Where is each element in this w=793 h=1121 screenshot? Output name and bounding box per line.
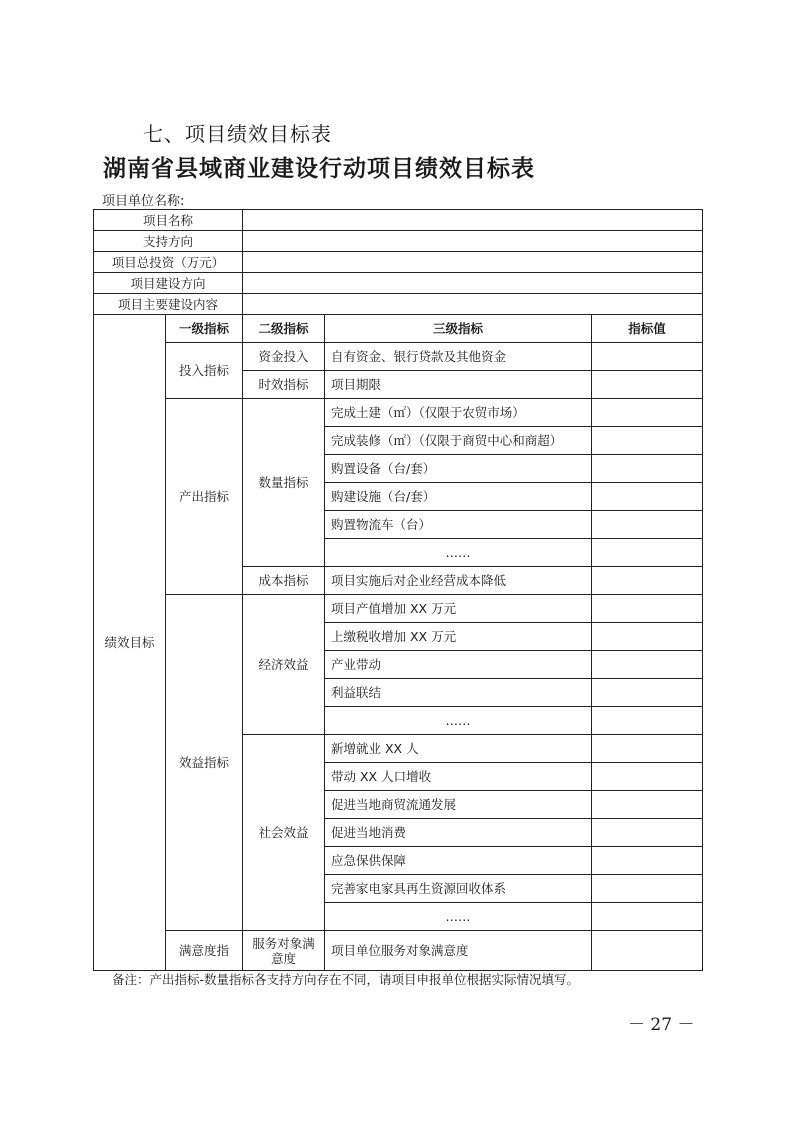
page-title: 湖南省县域商业建设行动项目绩效目标表 <box>103 155 535 182</box>
indicator-value-field[interactable] <box>592 763 703 791</box>
level3-item: 应急保供保障 <box>325 847 592 875</box>
level1-label: 满意度指 <box>166 931 243 971</box>
level1-label: 投入指标 <box>166 343 243 399</box>
level3-item: 利益联结 <box>325 679 592 707</box>
indicator-value-field[interactable] <box>592 679 703 707</box>
level3-item: 促进当地商贸流通发展 <box>325 791 592 819</box>
level2-label: 数量指标 <box>243 399 325 567</box>
level3-item: 产业带动 <box>325 651 592 679</box>
section-title: 七、项目绩效目标表 <box>143 122 332 146</box>
level3-item: …… <box>325 707 592 735</box>
indicator-value-field[interactable] <box>592 623 703 651</box>
level1-label: 效益指标 <box>166 595 243 931</box>
footnote: 备注：产出指标-数量指标各支持方向存在不同，请项目申报单位根据实际情况填写。 <box>112 972 580 987</box>
info-value-field[interactable] <box>243 210 703 231</box>
info-value-field[interactable] <box>243 231 703 252</box>
page-number: － 27 － <box>628 1015 695 1035</box>
level3-item: 完善家电家具再生资源回收体系 <box>325 875 592 903</box>
level3-item: 项目期限 <box>325 371 592 399</box>
indicator-value-field[interactable] <box>592 903 703 931</box>
level3-item: 购置物流车（台） <box>325 511 592 539</box>
info-label: 项目总投资（万元） <box>94 252 243 273</box>
indicator-value-field[interactable] <box>592 399 703 427</box>
indicator-value-field[interactable] <box>592 791 703 819</box>
indicator-value-field[interactable] <box>592 847 703 875</box>
level3-item: 完成装修（㎡）（仅限于商贸中心和商超） <box>325 427 592 455</box>
indicator-value-field[interactable] <box>592 595 703 623</box>
info-label: 项目名称 <box>94 210 243 231</box>
level3-item: 上缴税收增加 XX 万元 <box>325 623 592 651</box>
info-label: 项目主要建设内容 <box>94 294 243 315</box>
indicator-value-field[interactable] <box>592 931 703 971</box>
header-level3: 三级指标 <box>325 315 592 343</box>
level3-item: …… <box>325 539 592 567</box>
indicator-value-field[interactable] <box>592 567 703 595</box>
indicator-value-field[interactable] <box>592 539 703 567</box>
indicator-value-field[interactable] <box>592 651 703 679</box>
indicator-value-field[interactable] <box>592 707 703 735</box>
level3-item: 促进当地消费 <box>325 819 592 847</box>
header-level2: 二级指标 <box>243 315 325 343</box>
level2-label: 服务对象满意度 <box>243 931 325 971</box>
level3-item: 新增就业 XX 人 <box>325 735 592 763</box>
indicator-value-field[interactable] <box>592 427 703 455</box>
level1-label: 产出指标 <box>166 399 243 595</box>
level3-item: 完成土建（㎡）（仅限于农贸市场） <box>325 399 592 427</box>
level3-item: …… <box>325 903 592 931</box>
level3-item: 项目单位服务对象满意度 <box>325 931 592 971</box>
indicator-value-field[interactable] <box>592 875 703 903</box>
indicator-value-field[interactable] <box>592 819 703 847</box>
indicator-value-field[interactable] <box>592 371 703 399</box>
level3-item: 带动 XX 人口增收 <box>325 763 592 791</box>
info-value-field[interactable] <box>243 273 703 294</box>
header-value: 指标值 <box>592 315 703 343</box>
info-value-field[interactable] <box>243 294 703 315</box>
indicator-value-field[interactable] <box>592 511 703 539</box>
indicator-value-field[interactable] <box>592 455 703 483</box>
level2-label: 经济效益 <box>243 595 325 735</box>
unit-name-label: 项目单位名称: <box>102 194 185 209</box>
info-label: 支持方向 <box>94 231 243 252</box>
info-value-field[interactable] <box>243 252 703 273</box>
level3-item: 项目实施后对企业经营成本降低 <box>325 567 592 595</box>
level3-item: 自有资金、银行贷款及其他资金 <box>325 343 592 371</box>
level3-item: 购建设施（台/套） <box>325 483 592 511</box>
indicator-value-field[interactable] <box>592 483 703 511</box>
level2-label: 资金投入 <box>243 343 325 371</box>
level2-label: 时效指标 <box>243 371 325 399</box>
info-label: 项目建设方向 <box>94 273 243 294</box>
indicator-value-field[interactable] <box>592 735 703 763</box>
indicator-value-field[interactable] <box>592 343 703 371</box>
performance-table <box>93 209 703 971</box>
level2-label: 成本指标 <box>243 567 325 595</box>
level3-item: 购置设备（台/套） <box>325 455 592 483</box>
level2-label: 社会效益 <box>243 735 325 931</box>
level3-item: 项目产值增加 XX 万元 <box>325 595 592 623</box>
header-level1: 一级指标 <box>166 315 243 343</box>
performance-goal-label: 绩效目标 <box>94 315 166 971</box>
